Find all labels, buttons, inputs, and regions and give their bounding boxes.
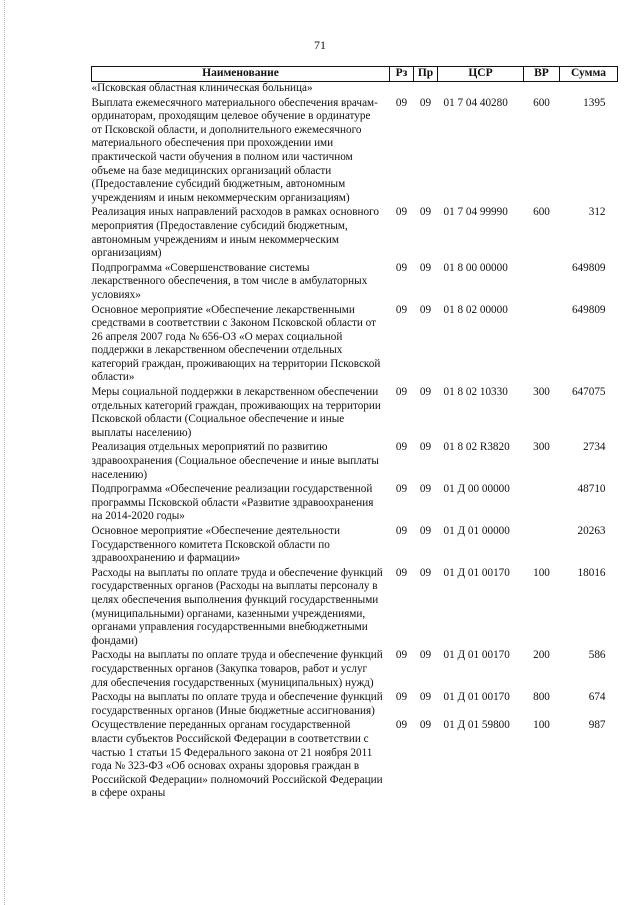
table-row	[92, 386, 618, 441]
row-rz: 09	[395, 649, 408, 662]
table-header-row	[92, 67, 618, 82]
row-name: Осуществление переданных органам государственной власти субъектов Российской Федерации в соответствии с частью 1 статьи 15 Федерального закона от 21 ноября 2011 года № 323-ФЗ «Об основах охраны здоровья граждан в Российской Федерации» полномочий Российской Федерации в сфере охраны	[91, 719, 383, 800]
row-sum: 586	[588, 649, 606, 662]
row-vr	[524, 304, 560, 387]
row-csr: 01 Д 01 59800	[443, 719, 510, 732]
budget-table	[91, 66, 618, 802]
row-rz: 09	[395, 691, 408, 704]
row-pr	[414, 82, 438, 97]
row-vr	[524, 483, 560, 525]
row-vr: 600	[533, 96, 550, 109]
row-rz: 09	[395, 483, 408, 496]
table-row	[92, 525, 618, 567]
row-rz: 09	[395, 566, 408, 579]
row-csr	[438, 82, 524, 97]
row-vr: 800	[533, 691, 550, 704]
row-rz	[390, 82, 414, 97]
row-name: Выплата ежемесячного материального обеспечения врачам-ординаторам, проходящим целевое обучение в ординатуре от Псковской области, и дополнительного ежемесячного материального обеспечения при прохождении ими практической части обучения в полном или частичном объеме на базе медицинских организаций области (Предоставление субсидий бюджетным, автономным учреждениям и иным некоммерческим организациям)	[91, 96, 378, 204]
row-rz: 09	[395, 719, 408, 732]
row-csr: 01 Д 01 00170	[443, 649, 510, 662]
row-pr: 09	[419, 386, 432, 399]
row-sum: 649809	[571, 261, 606, 274]
row-name: Меры социальной поддержки в лекарственном обеспечении отдельных категорий граждан, проживающих на территории Псковской области (Социальное обеспечение и иные выплаты населению)	[91, 386, 381, 439]
row-pr: 09	[419, 483, 432, 496]
row-rz: 09	[395, 525, 408, 537]
row-vr: 300	[533, 386, 550, 399]
row-name: Подпрограмма «Обеспечение реализации государственной программы Псковской области «Развитие здравоохранения на 2014-2020 годы»	[91, 483, 374, 523]
row-pr: 09	[419, 566, 432, 579]
table-row	[92, 304, 618, 387]
table-row	[92, 82, 618, 97]
row-sum: 674	[588, 691, 606, 704]
row-vr: 100	[533, 719, 550, 732]
row-pr: 09	[419, 525, 432, 537]
row-pr: 09	[419, 96, 432, 109]
row-rz: 09	[395, 386, 408, 399]
row-sum: 647075	[571, 386, 606, 399]
row-csr: 01 8 02 R3820	[443, 441, 510, 454]
row-pr: 09	[419, 261, 432, 274]
row-csr: 01 8 00 00000	[443, 261, 508, 274]
table-row	[92, 97, 618, 207]
table-row	[92, 719, 618, 802]
row-csr: 01 7 04 99990	[443, 206, 508, 219]
row-name: Основное мероприятие «Обеспечение лекарственными средствами в соответствии с Законом Псковской области от 26 апреля 2007 года № 656-ОЗ «О мерах социальной поддержки в лекарственном обеспечении отдельных категорий граждан, проживающих на территории Псковской области»	[91, 303, 381, 384]
row-rz: 09	[395, 96, 408, 109]
scan-margin-line	[4, 0, 6, 905]
header-csr: ЦСР	[438, 67, 524, 82]
table-row	[92, 441, 618, 483]
row-csr: 01 Д 01 00170	[443, 691, 510, 704]
row-name: Расходы на выплаты по оплате труда и обеспечение функций государственных органов (Иные бюджетные ассигнования)	[91, 691, 383, 717]
header-vr: ВР	[524, 67, 560, 82]
table-row	[92, 567, 618, 650]
row-pr: 09	[419, 649, 432, 662]
row-rz: 09	[395, 441, 408, 454]
header-pr: Пр	[414, 67, 438, 82]
row-vr	[524, 262, 560, 304]
row-name: Основное мероприятие «Обеспечение деятельности Государственного комитета Псковской области по здравоохранению и фармации»	[91, 525, 340, 565]
row-sum: 1395	[583, 96, 606, 109]
row-pr: 09	[419, 441, 432, 454]
row-sum: 48710	[577, 483, 606, 496]
row-rz: 09	[395, 206, 408, 219]
row-csr: 01 8 02 10330	[443, 386, 508, 399]
row-sum: 987	[588, 719, 606, 732]
row-name: Реализация иных направлений расходов в рамках основного мероприятия (Предоставление субсидий бюджетным, автономным учреждениям и иным некоммерческим организациям)	[91, 206, 379, 260]
row-csr: 01 8 02 00000	[443, 303, 508, 316]
header-sum: Сумма	[560, 67, 618, 82]
table-row	[92, 483, 618, 525]
row-vr: 600	[533, 206, 550, 219]
row-vr: 100	[533, 566, 550, 579]
row-vr	[524, 82, 560, 97]
page-number: 71	[314, 38, 326, 52]
row-pr: 09	[419, 206, 432, 219]
row-vr: 200	[533, 649, 550, 662]
row-vr	[524, 525, 560, 567]
row-pr: 09	[419, 303, 432, 316]
row-vr: 300	[533, 441, 550, 454]
row-name: «Псковская областная клиническая больница»	[91, 82, 313, 94]
row-name: Реализация отдельных мероприятий по развитию здравоохранения (Социальное обеспечение и иные выплаты населению)	[91, 441, 379, 481]
row-csr: 01 Д 00 00000	[443, 483, 510, 496]
table-row	[92, 262, 618, 304]
row-csr: 01 7 04 40280	[443, 96, 508, 109]
row-rz: 09	[395, 261, 408, 274]
row-csr: 01 Д 01 00170	[443, 566, 510, 579]
row-sum	[560, 82, 618, 97]
table-row	[92, 691, 618, 719]
table-row	[92, 206, 618, 261]
row-sum: 2734	[583, 441, 606, 454]
table-row	[92, 649, 618, 691]
row-name: Расходы на выплаты по оплате труда и обеспечение функций государственных органов (Закупка товаров, работ и услуг для обеспечения государственных (муниципальных) нужд)	[91, 649, 383, 689]
row-pr: 09	[419, 719, 432, 732]
row-sum: 312	[588, 206, 606, 219]
row-name: Подпрограмма «Совершенствование системы лекарственного обеспечения, в том числе в амбулаторных условиях»	[91, 261, 368, 301]
row-sum: 20263	[577, 525, 606, 537]
header-name: Наименование	[92, 67, 390, 82]
row-sum: 649809	[571, 303, 606, 316]
row-sum: 18016	[577, 566, 606, 579]
row-csr: 01 Д 01 00000	[443, 525, 510, 537]
row-name: Расходы на выплаты по оплате труда и обеспечение функций государственных органов (Расходы на выплаты персоналу в целях обеспечения выполнения функций государственными (муниципальными) органами, казенными учреждениями, органами управления государственными внебюджетными фондами)	[91, 566, 383, 647]
row-rz: 09	[395, 303, 408, 316]
header-rz: Рз	[390, 67, 414, 82]
row-pr: 09	[419, 691, 432, 704]
